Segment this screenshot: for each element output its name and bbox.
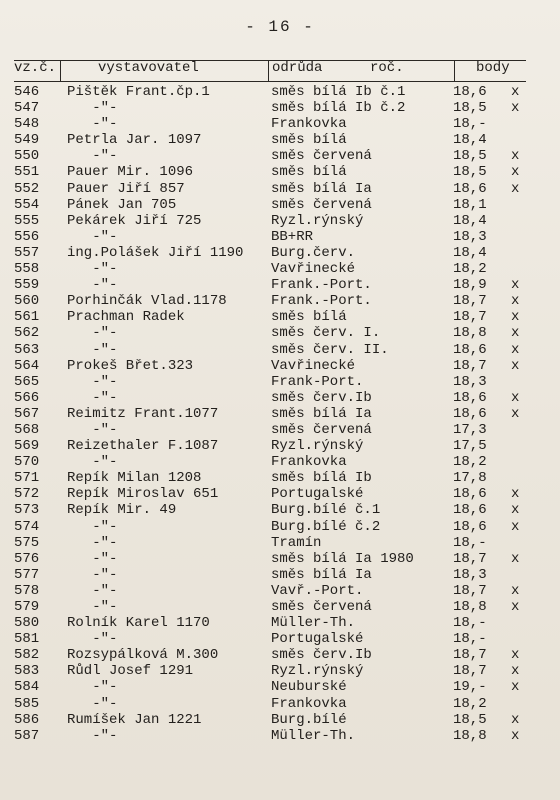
entry-number: 554 bbox=[14, 196, 40, 213]
exhibitor-name: Pekárek Jiří 725 bbox=[67, 212, 202, 229]
points-value: 18,7 bbox=[453, 550, 487, 567]
points-value: 17,3 bbox=[453, 421, 487, 438]
award-mark: x bbox=[511, 502, 520, 519]
table-row bbox=[14, 390, 534, 406]
entry-number: 564 bbox=[14, 357, 40, 374]
wine-variety: směs bílá Ib č.1 bbox=[271, 84, 406, 100]
wine-variety: Neuburské bbox=[271, 679, 347, 696]
exhibitor-name: -"- bbox=[67, 454, 118, 471]
table-row bbox=[14, 374, 534, 390]
entry-number: 571 bbox=[14, 470, 40, 487]
points-value: 18,4 bbox=[453, 132, 487, 149]
wine-variety: směs bílá bbox=[271, 132, 347, 149]
table-row bbox=[14, 615, 534, 631]
entry-number: 572 bbox=[14, 486, 40, 503]
table-row bbox=[14, 261, 534, 277]
wine-variety: Burg.bílé č.1 bbox=[271, 502, 381, 519]
exhibitor-name: Rozsypálková M.300 bbox=[67, 647, 219, 664]
exhibitor-name: -"- bbox=[67, 421, 118, 438]
table-row bbox=[14, 293, 534, 309]
points-value: 18,8 bbox=[453, 727, 487, 744]
entry-number: 563 bbox=[14, 341, 40, 358]
entry-number: 565 bbox=[14, 373, 40, 390]
wine-variety: Ryzl.rýnský bbox=[271, 663, 364, 680]
table-row bbox=[14, 358, 534, 374]
page-number: - 16 - bbox=[245, 18, 315, 36]
award-mark: x bbox=[511, 711, 520, 728]
table-row bbox=[14, 486, 534, 502]
table-row bbox=[14, 422, 534, 438]
table-row bbox=[14, 599, 534, 615]
table-row bbox=[14, 567, 534, 583]
exhibitor-name: Pištěk Frant.čp.1 bbox=[67, 84, 210, 100]
wine-variety: směs červená bbox=[271, 421, 372, 438]
points-value: 18,2 bbox=[453, 454, 487, 471]
entry-number: 583 bbox=[14, 663, 40, 680]
points-value: 18,6 bbox=[453, 341, 487, 358]
header-year: roč. bbox=[370, 60, 404, 76]
wine-variety: Vavř.-Port. bbox=[271, 582, 364, 599]
entry-number: 552 bbox=[14, 180, 40, 197]
entry-number: 549 bbox=[14, 132, 40, 149]
points-value: 17,5 bbox=[453, 438, 487, 455]
points-value: 18,3 bbox=[453, 228, 487, 245]
points-value: 18,4 bbox=[453, 212, 487, 229]
points-value: 18,2 bbox=[453, 695, 487, 712]
points-value: 18,5 bbox=[453, 100, 487, 117]
entry-number: 561 bbox=[14, 309, 40, 326]
exhibitor-name: -"- bbox=[67, 228, 118, 245]
table-row bbox=[14, 325, 534, 341]
exhibitor-name: Porhinčák Vlad.1178 bbox=[67, 293, 227, 310]
entry-number: 578 bbox=[14, 582, 40, 599]
table-row bbox=[14, 164, 534, 180]
award-mark: x bbox=[511, 663, 520, 680]
entry-number: 547 bbox=[14, 100, 40, 117]
wine-variety: směs bílá Ia 1980 bbox=[271, 550, 414, 567]
exhibitor-name: -"- bbox=[67, 261, 118, 278]
wine-variety: směs bílá Ia bbox=[271, 180, 372, 197]
exhibitor-name: -"- bbox=[67, 727, 118, 744]
points-value: 18,6 bbox=[453, 389, 487, 406]
table-row bbox=[14, 213, 534, 229]
entry-number: 576 bbox=[14, 550, 40, 567]
points-value: 18,6 bbox=[453, 502, 487, 519]
points-value: 18,5 bbox=[453, 164, 487, 181]
entry-number: 579 bbox=[14, 599, 40, 615]
entry-number: 569 bbox=[14, 438, 40, 455]
table-row bbox=[14, 100, 534, 116]
entry-number: 584 bbox=[14, 679, 40, 696]
points-value: 18,2 bbox=[453, 261, 487, 278]
table-row bbox=[14, 438, 534, 454]
table-row bbox=[14, 277, 534, 293]
wine-variety: BB+RR bbox=[271, 228, 314, 245]
table-row bbox=[14, 245, 534, 261]
header-exhibitor: vystavovatel bbox=[98, 60, 199, 76]
header-points: body bbox=[476, 60, 510, 76]
exhibitor-name: Repík Miroslav 651 bbox=[67, 486, 219, 503]
exhibitor-name: -"- bbox=[67, 695, 118, 712]
exhibitor-name: Pauer Mir. 1096 bbox=[67, 164, 194, 181]
award-mark: x bbox=[511, 100, 520, 117]
wine-variety: směs bílá Ib č.2 bbox=[271, 100, 406, 117]
table-row bbox=[14, 309, 534, 325]
table-row bbox=[14, 728, 534, 744]
wine-variety: Müller-Th. bbox=[271, 727, 356, 744]
points-value: 18,7 bbox=[453, 582, 487, 599]
table-row bbox=[14, 181, 534, 197]
header-variety: odrůda bbox=[272, 60, 323, 76]
exhibitor-name: -"- bbox=[67, 599, 118, 615]
exhibitor-name: Repík Mir. 49 bbox=[67, 502, 177, 519]
entry-number: 566 bbox=[14, 389, 40, 406]
points-value: 18,6 bbox=[453, 405, 487, 422]
points-value: 18,7 bbox=[453, 663, 487, 680]
wine-variety: směs bílá bbox=[271, 164, 347, 181]
entry-number: 560 bbox=[14, 293, 40, 310]
award-mark: x bbox=[511, 277, 520, 294]
points-value: 18,7 bbox=[453, 309, 487, 326]
table-header bbox=[14, 58, 534, 80]
points-value: 18,5 bbox=[453, 148, 487, 165]
entry-number: 559 bbox=[14, 277, 40, 294]
wine-variety: směs červená bbox=[271, 196, 372, 213]
wine-variety: směs červ. II. bbox=[271, 341, 389, 358]
exhibitor-name: -"- bbox=[67, 550, 118, 567]
wine-variety: Frankovka bbox=[271, 116, 347, 133]
wine-variety: Frankovka bbox=[271, 454, 347, 471]
wine-variety: Frankovka bbox=[271, 695, 347, 712]
table-row bbox=[14, 502, 534, 518]
wine-variety: Burg.červ. bbox=[271, 244, 356, 261]
points-value: 17,8 bbox=[453, 470, 487, 487]
wine-variety: Vavřinecké bbox=[271, 357, 356, 374]
exhibitor-name: Rumíšek Jan 1221 bbox=[67, 711, 202, 728]
award-mark: x bbox=[511, 389, 520, 406]
award-mark: x bbox=[511, 550, 520, 567]
entry-number: 558 bbox=[14, 261, 40, 278]
table-row bbox=[14, 229, 534, 245]
points-value: 18,7 bbox=[453, 293, 487, 310]
wine-variety: směs bílá Ia bbox=[271, 405, 372, 422]
award-mark: x bbox=[511, 84, 520, 100]
points-value: 18,- bbox=[453, 534, 487, 551]
table-row bbox=[14, 663, 534, 679]
exhibitor-name: -"- bbox=[67, 325, 118, 342]
exhibitor-name: -"- bbox=[67, 116, 118, 133]
table-row bbox=[14, 583, 534, 599]
header-bottom-rule bbox=[14, 81, 526, 82]
wine-variety: Frank.-Port. bbox=[271, 277, 372, 294]
table-row bbox=[14, 470, 534, 486]
table-row bbox=[14, 519, 534, 535]
table-row bbox=[14, 116, 534, 132]
entry-number: 550 bbox=[14, 148, 40, 165]
points-value: 18,3 bbox=[453, 566, 487, 583]
award-mark: x bbox=[511, 164, 520, 181]
exhibitor-name: -"- bbox=[67, 679, 118, 696]
points-value: 18,3 bbox=[453, 373, 487, 390]
award-mark: x bbox=[511, 341, 520, 358]
award-mark: x bbox=[511, 325, 520, 342]
award-mark: x bbox=[511, 357, 520, 374]
entry-number: 575 bbox=[14, 534, 40, 551]
points-value: 18,- bbox=[453, 116, 487, 133]
wine-variety: Burg.bílé bbox=[271, 711, 347, 728]
table-row bbox=[14, 84, 534, 100]
wine-variety: směs bílá Ia bbox=[271, 566, 372, 583]
wine-variety: směs bílá Ib bbox=[271, 470, 372, 487]
points-value: 18,6 bbox=[453, 180, 487, 197]
exhibitor-name: -"- bbox=[67, 566, 118, 583]
header-vz-c: vz.č. bbox=[14, 60, 57, 76]
award-mark: x bbox=[511, 582, 520, 599]
wine-variety: Vavřinecké bbox=[271, 261, 356, 278]
entry-number: 548 bbox=[14, 116, 40, 133]
points-value: 18,8 bbox=[453, 599, 487, 615]
table-row bbox=[14, 696, 534, 712]
wine-variety: směs červ. I. bbox=[271, 325, 381, 342]
entry-number: 586 bbox=[14, 711, 40, 728]
entry-number: 555 bbox=[14, 212, 40, 229]
exhibitor-name: Repík Milan 1208 bbox=[67, 470, 202, 487]
points-value: 18,7 bbox=[453, 357, 487, 374]
table-row bbox=[14, 647, 534, 663]
exhibitor-name: -"- bbox=[67, 534, 118, 551]
points-value: 18,6 bbox=[453, 518, 487, 535]
wine-variety: směs červená bbox=[271, 599, 372, 615]
table-row bbox=[14, 197, 534, 213]
award-mark: x bbox=[511, 405, 520, 422]
award-mark: x bbox=[511, 309, 520, 326]
entry-number: 546 bbox=[14, 84, 40, 100]
wine-variety: Burg.bílé č.2 bbox=[271, 518, 381, 535]
table-row bbox=[14, 148, 534, 164]
entry-number: 567 bbox=[14, 405, 40, 422]
entry-number: 573 bbox=[14, 502, 40, 519]
table-row bbox=[14, 132, 534, 148]
exhibitor-name: Petrla Jar. 1097 bbox=[67, 132, 202, 149]
award-mark: x bbox=[511, 647, 520, 664]
exhibitor-name: -"- bbox=[67, 389, 118, 406]
award-mark: x bbox=[511, 518, 520, 535]
award-mark: x bbox=[511, 679, 520, 696]
wine-variety: Müller-Th. bbox=[271, 615, 356, 632]
exhibitor-name: Prachman Radek bbox=[67, 309, 185, 326]
exhibitor-name: ing.Polášek Jiří 1190 bbox=[67, 244, 244, 261]
entry-number: 585 bbox=[14, 695, 40, 712]
exhibitor-name: -"- bbox=[67, 148, 118, 165]
entry-number: 556 bbox=[14, 228, 40, 245]
award-mark: x bbox=[511, 727, 520, 744]
points-value: 18,8 bbox=[453, 325, 487, 342]
entry-number: 581 bbox=[14, 631, 40, 648]
points-value: 18,- bbox=[453, 615, 487, 632]
exhibitor-name: Pánek Jan 705 bbox=[67, 196, 177, 213]
entry-number: 574 bbox=[14, 518, 40, 535]
results-table bbox=[14, 84, 534, 744]
exhibitor-name: -"- bbox=[67, 277, 118, 294]
wine-variety: Frank-Port. bbox=[271, 373, 364, 390]
entry-number: 577 bbox=[14, 566, 40, 583]
entry-number: 568 bbox=[14, 421, 40, 438]
exhibitor-name: -"- bbox=[67, 518, 118, 535]
table-row bbox=[14, 679, 534, 695]
points-value: 18,7 bbox=[453, 647, 487, 664]
exhibitor-name: -"- bbox=[67, 631, 118, 648]
points-value: 18,1 bbox=[453, 196, 487, 213]
entry-number: 570 bbox=[14, 454, 40, 471]
entry-number: 557 bbox=[14, 244, 40, 261]
award-mark: x bbox=[511, 180, 520, 197]
entry-number: 582 bbox=[14, 647, 40, 664]
wine-variety: Portugalské bbox=[271, 486, 364, 503]
table-row bbox=[14, 551, 534, 567]
exhibitor-name: Prokeš Břet.323 bbox=[67, 357, 194, 374]
exhibitor-name: Růdl Josef 1291 bbox=[67, 663, 194, 680]
table-row bbox=[14, 631, 534, 647]
table-row bbox=[14, 712, 534, 728]
table-row bbox=[14, 342, 534, 358]
table-row bbox=[14, 454, 534, 470]
entry-number: 551 bbox=[14, 164, 40, 181]
points-value: 18,5 bbox=[453, 711, 487, 728]
exhibitor-name: Reimitz Frant.1077 bbox=[67, 405, 219, 422]
entry-number: 587 bbox=[14, 727, 40, 744]
points-value: 18,6 bbox=[453, 84, 487, 100]
award-mark: x bbox=[511, 599, 520, 615]
points-value: 19,- bbox=[453, 679, 487, 696]
wine-variety: Frank.-Port. bbox=[271, 293, 372, 310]
award-mark: x bbox=[511, 486, 520, 503]
points-value: 18,4 bbox=[453, 244, 487, 261]
wine-variety: směs červená bbox=[271, 148, 372, 165]
wine-variety: směs červ.Ib bbox=[271, 647, 372, 664]
entry-number: 562 bbox=[14, 325, 40, 342]
exhibitor-name: -"- bbox=[67, 100, 118, 117]
wine-variety: Ryzl.rýnský bbox=[271, 212, 364, 229]
wine-variety: směs bílá bbox=[271, 309, 347, 326]
exhibitor-name: Rolník Karel 1170 bbox=[67, 615, 210, 632]
table-row bbox=[14, 535, 534, 551]
points-value: 18,6 bbox=[453, 486, 487, 503]
exhibitor-name: -"- bbox=[67, 373, 118, 390]
points-value: 18,- bbox=[453, 631, 487, 648]
award-mark: x bbox=[511, 293, 520, 310]
exhibitor-name: -"- bbox=[67, 582, 118, 599]
exhibitor-name: -"- bbox=[67, 341, 118, 358]
wine-variety: Portugalské bbox=[271, 631, 364, 648]
wine-variety: Tramín bbox=[271, 534, 322, 551]
wine-variety: Ryzl.rýnský bbox=[271, 438, 364, 455]
table-row bbox=[14, 406, 534, 422]
exhibitor-name: Reizethaler F.1087 bbox=[67, 438, 219, 455]
award-mark: x bbox=[511, 148, 520, 165]
wine-variety: směs červ.Ib bbox=[271, 389, 372, 406]
points-value: 18,9 bbox=[453, 277, 487, 294]
entry-number: 580 bbox=[14, 615, 40, 632]
exhibitor-name: Pauer Jiří 857 bbox=[67, 180, 185, 197]
